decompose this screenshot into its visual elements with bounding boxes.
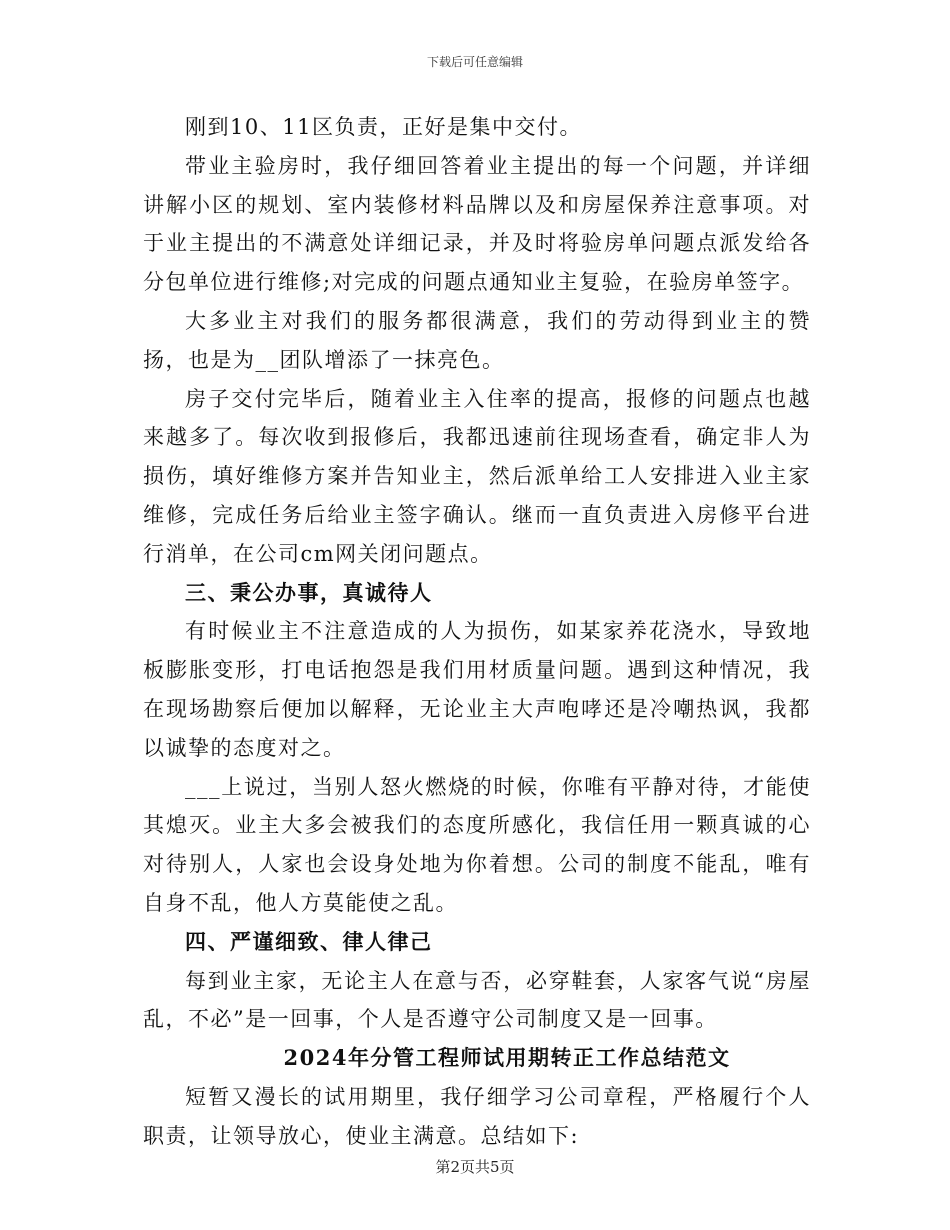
paragraph: 房子交付完毕后，随着业主入住率的提高，报修的问题点也越来越多了。每次收到报修后，我都迅速前往现场查看，确定非人为损伤，填好维修方案并告知业主，然后派单给工人安排进入业主家维修，完成任务后给业主签字确认。继而一直负责进入房修平台进行消单，在公司cm网关闭问题点。: [143, 386, 811, 566]
paragraph: 有时候业主不注意造成的人为损伤，如某家养花浇水，导致地板膨胀变形，打电话抱怨是我们用材质量问题。遇到这种情况，我在现场勘察后便加以解释，无论业主大声咆哮还是冷嘲热讽，我都以诚挚的态度对之。: [143, 619, 811, 760]
section-heading: 三、秉公办事，真诚待人: [185, 579, 433, 605]
paragraph: 带业主验房时，我仔细回答着业主提出的每一个问题，并详细讲解小区的规划、室内装修材料品牌以及和房屋保养注意事项。对于业主提出的不满意处详细记录，并及时将验房单问题点派发给各分包单位进行维修;对完成的问题点通知业主复验，在验房单签字。: [143, 153, 811, 295]
paragraph: 刚到10、11区负责，正好是集中交付。: [185, 115, 582, 139]
document-title: 2024年分管工程师试用期转正工作总结范文: [283, 1045, 731, 1071]
paragraph: 大多业主对我们的服务都很满意，我们的劳动得到业主的赞扬，也是为__团队增添了一抹亮色。: [143, 308, 811, 372]
paragraph: 短暂又漫长的试用期里，我仔细学习公司章程，严格履行个人职责，让领导放心，使业主满意。总结如下:: [143, 1084, 811, 1148]
page-number: 第2页共5页: [435, 1158, 515, 1176]
section-heading: 四、严谨细致、律人律己: [185, 928, 433, 954]
page-header-note: 下载后可任意编辑: [426, 55, 523, 69]
document-body: [143, 108, 811, 1156]
paragraph: ___上说过，当别人怒火燃烧的时候，你唯有平静对待，才能使其熄灭。业主大多会被我们的态度所感化，我信任用一颗真诚的心对待别人，人家也会设身处地为你着想。公司的制度不能乱，唯有自身不乱，他人方莫能使之乱。: [143, 774, 811, 915]
paragraph: 每到业主家，无论主人在意与否，必穿鞋套，人家客气说“房屋乱，不必”是一回事，个人是否遵守公司制度又是一回事。: [143, 968, 811, 1032]
